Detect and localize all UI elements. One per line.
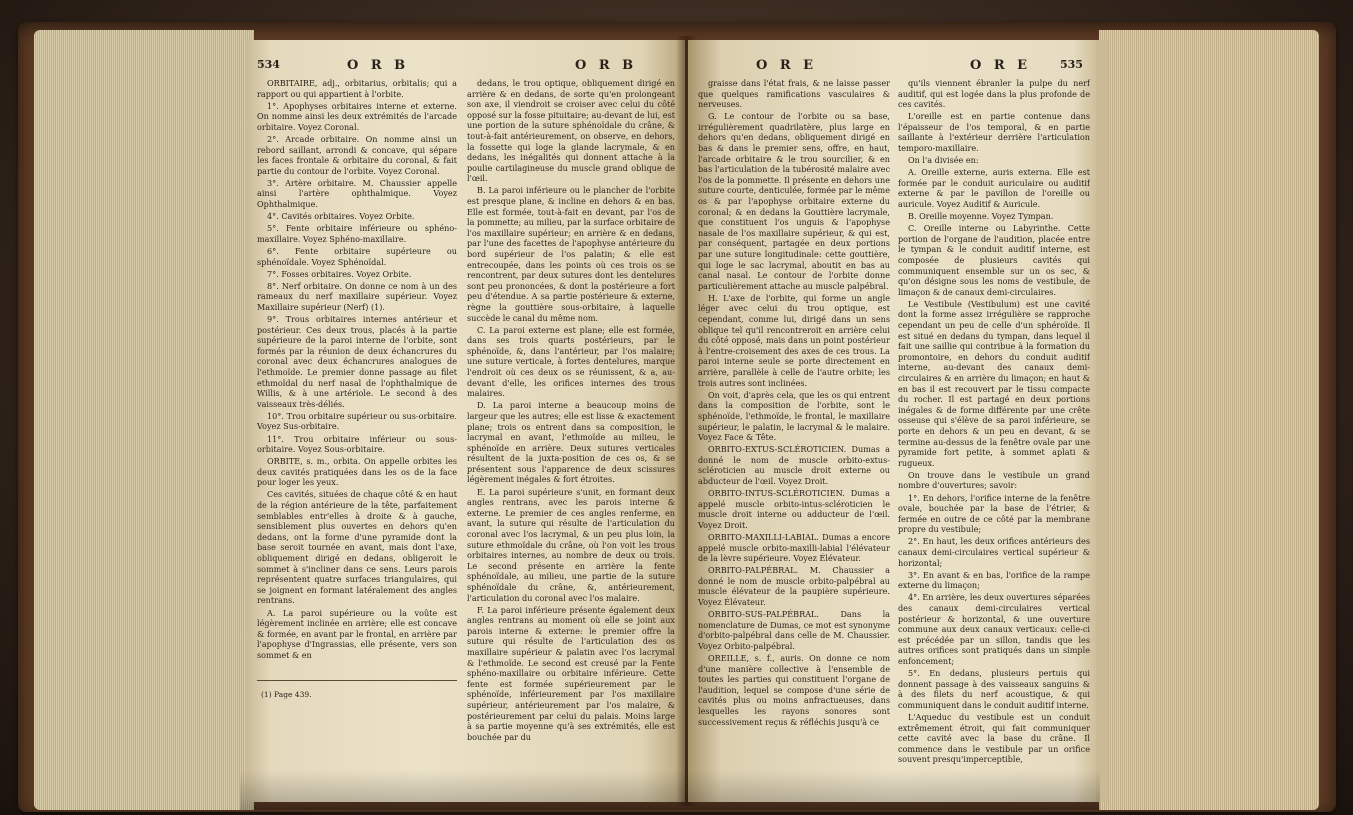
paragraph: H. L'axe de l'orbite, qui forme un angle léger avec celui du trou optique, est cependant, comme lui, dirigé dans un sens oblique tel qu'il rencontreroit en arrière celui du côté opposé, mais dans un point postérieur à l'entre-croisement des axes de ces trous. La paroi interne seule se porte directement en arrière, parallèle à celle de l'autre orbite; les trois autres sont inclinées. (698, 292, 890, 388)
paragraph: ORBITO-SUS-PALPÉBRAL. Dans la nomenclature de Dumas, ce mot est synonyme d'orbito-palpébral dans celle de M. Chaussier. Voyez Orbito-palpébral. (698, 609, 890, 651)
page-edge-strip (1096, 40, 1108, 802)
paragraph: graisse dans l'état frais, & ne laisse passer que quelques ramifications vasculaires & nerveuses. (698, 78, 890, 110)
paragraph: 8°. Nerf orbitaire. On donne ce nom à un des rameaux du nerf maxillaire supérieur. Voyez Maxillaire supérieur (Nerf) (1). (257, 280, 457, 312)
right-column-2 (898, 78, 1090, 798)
paragraph: qu'ils viennent ébranler la pulpe du nerf auditif, qui est logée dans la plus profonde de ces cavités. (898, 78, 1090, 110)
footnote: (1) Page 439. (261, 690, 312, 699)
paragraph: dedans, le trou optique, obliquement dirigé en arrière & en dedans, de sorte qu'en prolongeant son axe, il viendroit se croiser avec celui du côté opposé sur la fosse pituitaire; au-devant de lui, est une portion de la suture sphénoïdale du crâne, & tout-à-fait antérieurement, on observe, en dehors, la fossette qui loge la glande lacrymale, & en dedans, les inégalités qui donnent attache à la poulie cartilagineuse du muscle grand oblique de l'œil. (467, 78, 675, 184)
paragraph: 3°. Artère orbitaire. M. Chaussier appelle ainsi l'artère ophthalmique. Voyez Ophthalmique. (257, 177, 457, 210)
paragraph: On l'a divisée en: (908, 155, 979, 166)
paragraph: On trouve dans le vestibule un grand nombre d'ouvertures; savoir: (898, 469, 1090, 491)
paragraph: B. Oreille moyenne. Voyez Tympan. (908, 211, 1054, 222)
paragraph: C. Oreille interne ou Labyrinthe. Cette portion de l'organe de l'audition, placée entre le tympan & le conduit auditif interne, est composée de plusieurs cavités qui communiquent ensemble sur un os sec, & qu'on désigne sous les noms de vestibule, de limaçon & de canaux demi-circulaires. (898, 223, 1090, 297)
page-edges-left (34, 30, 254, 810)
paragraph: C. La paroi externe est plane; elle est formée, dans ses trois quarts postérieurs, par le sphénoïde, &, dans l'antérieur, par l'os malaire; une suture verticale, à fortes dentelures, marque l'endroit où ces deux os se réunissent, & a, au-devant d'elle, les orifices internes des trous malaires. (467, 324, 675, 399)
page-number-right: 535 (1060, 58, 1083, 71)
running-head-right-2: O R E (970, 58, 1032, 73)
paragraph: ORBITE, s. m., orbita. On appelle orbites les deux cavités pratiquées dans les os de la face pour loger les yeux. (257, 456, 457, 488)
paragraph: 1°. En dehors, l'orifice interne de la fenêtre ovale, bouchée par la base de l'étrier, & fermée en outre de ce côté par la membrane propre du vestibule; (898, 492, 1090, 535)
paragraph: E. La paroi supérieure s'unit, en formant deux angles rentrans, avec les parois interne & externe. Le premier de ces angles renferme, en avant, la suture qui résulte de l'articulation du coronal avec l'os lacrymal, & un peu plus loin, la suture ethmoïdale du crâne, où l'on voit les trous orbitaires internes, au nombre de deux ou trois. Le second présente en arrière la fente sphénoïdale, au milieu, une partie de la suture sphénoïdale du crâne, &, antérieurement, l'articulation du coronal avec l'os malaire. (467, 486, 675, 603)
paragraph: A. La paroi supérieure ou la voûte est légèrement inclinée en arrière; elle est concave & formée, en avant par le frontal, en arrière par l'apophyse d'Ingrassias, elle présente, vers son sommet & en (257, 607, 457, 660)
paragraph: 10°. Trou orbitaire supérieur ou sus-orbitaire. Voyez Sus-orbitaire. (257, 410, 457, 432)
paragraph: G. Le contour de l'orbite ou sa base, irrégulièrement quadrilatère, plus large en dehors qu'en dedans, obliquement dirigé en bas & dans le premier sens, offre, en haut, l'arcade orbitaire & le trou sourcilier, & en bas l'articulation de la tubérosité malaire avec l'os de la pommette. Il présente en dehors une suture courte, denticulée, formée par le même os & par l'apophyse orbitaire externe du coronal; & en dedans la Gouttière lacrymale, que constituent l'os unguis & l'apophyse nasale de l'os maxillaire supérieur, & qui est, par conséquent, partagée en deux portions par une suture longitudinale: cette gouttière, qui loge le sac lacrymal, aboutit en bas au canal nasal. Le contour de l'orbite donne particulièrement attache au muscle palpébral. (698, 111, 890, 291)
paragraph: F. La paroi inférieure présente également deux angles rentrans au moment où elle se joint aux parois interne & externe: le premier offre la suture qui résulte de l'articulation des os maxillaire supérieur & palatin avec l'os lacrymal & l'ethmoïde. Le second est creusé par la Fente sphéno-maxillaire ou orbitaire inférieure. Cette fente est formée supérieurement par le sphénoïde, inférieurement par l'os maxillaire supérieur, antérieurement par l'os malaire, & postérieurement par celui du palais. Moins large à sa partie moyenne qu'à ses extrémités, elle est bouchée par du (467, 604, 675, 742)
left-column-2 (467, 78, 675, 798)
right-page (688, 40, 1098, 802)
paragraph: B. La paroi inférieure ou le plancher de l'orbite est presque plane, & incline en dehors & en bas. Elle est formée, tout-à-fait en devant, par l'os de la pommette; au milieu, par la surface orbitaire de l'os maxillaire supérieur; en arrière & en dedans, par l'une des facettes de l'apophyse antérieure du bord supérieur de l'os palatin; & elle est entrecoupée, dans les points où ces trois os se rencontrent, par deux sutures dont les dentelures sont peu prononcées, & dont la postérieure a fort peu d'étendue. A sa partie postérieure & externe, règne la gouttière sous-orbitaire, à laquelle succède le canal du même nom. (467, 185, 675, 323)
paragraph: 2°. Arcade orbitaire. On nomme ainsi un rebord saillant, arrondi & concave, qui sépare les faces frontale & orbitaire du coronal, & fait partie du contour de l'orbite. Voyez Coronal. (257, 133, 457, 176)
paragraph: OREILLE, s. f., auris. On donne ce nom d'une manière collective à l'ensemble de toutes les parties qui constituent l'organe de l'audition, lequel se compose d'une série de cavités plus ou moins anfractueuses, dans lesquelles les rayons sonores sont successivement reçus & réfléchis jusqu'à ce (698, 652, 890, 727)
paragraph: ORBITO-PALPÉBRAL. M. Chaussier a donné le nom de muscle orbito-palpébral au muscle élévateur de la paupière supérieure. Voyez Élévateur. (698, 565, 890, 607)
paragraph: L'oreille est en partie contenue dans l'épaisseur de l'os temporal, & en partie saillante à l'extérieur derrière l'articulation temporo-maxillaire. (898, 111, 1090, 154)
left-page (245, 40, 685, 802)
right-column-1 (698, 78, 890, 798)
paragraph: 6°. Fente orbitaire supérieure ou sphénoïdale. Voyez Sphénoïdal. (257, 245, 457, 267)
running-head-right-1: O R E (756, 58, 818, 73)
paragraph: Ces cavités, situées de chaque côté & en haut de la région antérieure de la tête, parfaitement semblables entr'elles à droite & à gauche, sensiblement plus ouvertes en dehors qu'en dedans, ont la forme d'une pyramide dont la base seroit tournée en avant, mais dont l'axe, obliquement dirigé en dedans, obligeroit le sommet à s'incliner dans ce sens. Leurs parois représentent quatre surfaces triangulaires, qui se joignent en formant latéralement des angles rentrans. (257, 489, 457, 606)
page-number-left: 534 (257, 58, 280, 71)
page-edges-right (1099, 30, 1319, 810)
paragraph: 4°. En arrière, les deux ouvertures séparées des canaux demi-circulaires vertical postérieur & horizontal, & une ouverture commune aux deux canaux verticaux: celle-ci est précédée par un sillon, tandis que les autres orifices sont pratiqués dans un simple enfoncement; (898, 592, 1090, 666)
paragraph: 11°. Trou orbitaire inférieur ou sous-orbitaire. Voyez Sous-orbitaire. (257, 433, 457, 455)
paragraph: ORBITO-EXTUS-SCLÉROTICIEN. Dumas a donné le nom de muscle orbito-extus-scléroticien au muscle droit externe ou abducteur de l'œil. Voyez Droit. (698, 444, 890, 486)
running-head-left-2: O R B (575, 58, 638, 73)
paragraph: 2°. En haut, les deux orifices antérieurs des canaux demi-circulaires vertical supérieur & horizontal; (898, 536, 1090, 568)
paragraph: On voit, d'après cela, que les os qui entrent dans la composition de l'orbite, sont le sphénoïde, l'ethmoïde, le frontal, le maxillaire supérieur, le palatin, le lacrymal & le malaire. Voyez Face & Tête. (698, 389, 890, 443)
paragraph: 9°. Trous orbitaires internes antérieur et postérieur. Ces deux trous, placés à la partie supérieure de la paroi interne de l'orbite, sont formés par la réunion de deux échancrures du coronal avec deux échancrures analogues de l'ethmoïde. Le premier donne passage au filet ethmoïdal du nerf nasal de l'ophthalmique de Willis, & à une artériole. Le second à des vaisseaux très-déliés. (257, 313, 457, 409)
paragraph: ORBITAIRE, adj., orbitarius, orbitalis; qui a rapport ou qui appartient à l'orbite. (257, 78, 457, 99)
footnote-rule (257, 680, 457, 681)
paragraph: L'Aqueduc du vestibule est un conduit extrêmement étroit, qui fait communiquer cette cavité avec la base du crâne. Il commence dans le vestibule par un orifice souvent presqu'imperceptible, (898, 711, 1090, 765)
left-column-1 (257, 78, 457, 678)
paragraph: D. La paroi interne a beaucoup moins de largeur que les autres; elle est lisse & exactement plane; trois os entrent dans sa composition, le lacrymal en avant, l'ethmoïde au milieu, le sphénoïde en arrière. Deux sutures verticales résultent de la juxta-position de ces os, & se présentent sous l'apparence de deux scissures légèrement inégales & fort étroites. (467, 400, 675, 485)
paragraph: 3°. En avant & en bas, l'orifice de la rampe externe du limaçon; (898, 569, 1090, 591)
paragraph: 1°. Apophyses orbitaires interne et externe. On nomme ainsi les deux extrémités de l'arcade orbitaire. Voyez Coronal. (257, 100, 457, 132)
paragraph: ORBITO-MAXILLI-LABIAL. Dumas a encore appelé muscle orbito-maxilli-labial l'élévateur de la lèvre supérieure. Voyez Élévateur. (698, 531, 890, 564)
paragraph: 5°. En dedans, plusieurs pertuis qui donnent passage à des vaisseaux sanguins & à des filets du nerf acoustique, & qui communiquent dans le conduit auditif interne. (898, 668, 1090, 710)
paragraph: A. Oreille externe, auris externa. Elle est formée par le conduit auriculaire ou auditif externe & par le pavillon de l'oreille ou auricule. Voyez Auditif & Auricule. (898, 167, 1090, 210)
paragraph: 4°. Cavités orbitaires. Voyez Orbite. (267, 211, 415, 222)
running-head-left-1: O R B (347, 58, 410, 73)
paragraph: 7°. Fosses orbitaires. Voyez Orbite. (267, 268, 412, 279)
paragraph: 5°. Fente orbitaire inférieure ou sphéno-maxillaire. Voyez Sphéno-maxillaire. (257, 223, 457, 244)
paragraph: Le Vestibule (Vestibulum) est une cavité dont la forme assez irrégulière se rapproche cependant un peu de celle d'un sphéroïde. Il est situé en dedans du tympan, dans lequel il fait une saillie qui contribue à la formation du promontoire, en dehors du conduit auditif interne, au-devant des canaux demi-circulaires & en arrière du limaçon; en haut & en bas il est recouvert par le tissu compacte du rocher. Il est partagé en deux portions inégales & de forme différente par une crête osseuse qui s'élève de sa paroi inférieure, se porte en dehors & un peu en devant, & se termine au-dessus de la fenêtre ovale par une pyramide fort petite, à sommet aplati & rugueux. (898, 298, 1090, 468)
paragraph: ORBITO-INTUS-SCLÉROTICIEN. Dumas a appelé muscle orbito-intus-scléroticien le muscle droit interne ou adducteur de l'œil. Voyez Droit. (698, 488, 890, 530)
